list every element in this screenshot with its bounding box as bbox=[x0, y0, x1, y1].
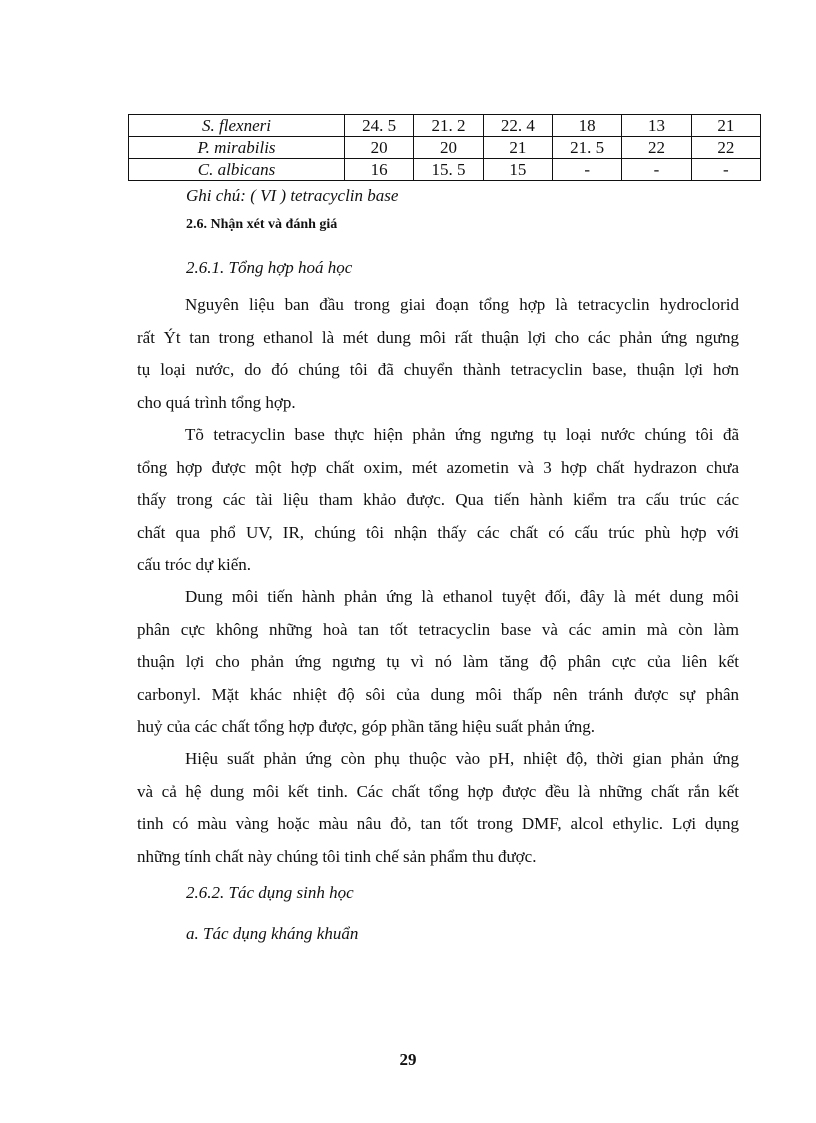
organism-cell: C. albicans bbox=[129, 159, 345, 181]
value-cell: 15. 5 bbox=[414, 159, 483, 181]
paragraph-4 bbox=[137, 743, 739, 873]
value-cell: 15 bbox=[483, 159, 552, 181]
value-cell: 22. 4 bbox=[483, 115, 552, 137]
paragraph-3 bbox=[137, 581, 739, 744]
value-cell: 13 bbox=[622, 115, 691, 137]
section-heading-a: a. Tác dụng kháng khuẩn bbox=[186, 924, 359, 943]
value-cell: 18 bbox=[552, 115, 621, 137]
paragraph-line: phân cực không những hoà tan tốt tetracyclin base và các amin mà còn làm bbox=[137, 619, 739, 639]
paragraph-line: tụ loại nước, do đó chúng tôi đã chuyển thành tetracyclin base, thuận lợi hơn bbox=[137, 360, 739, 379]
page-number: 29 bbox=[399, 1050, 417, 1069]
paragraph-line: Hiệu suất phản ứng còn phụ thuộc vào pH, nhiệt độ, thời gian phản ứng bbox=[185, 749, 739, 768]
table-row bbox=[129, 159, 761, 181]
value-cell: - bbox=[552, 159, 621, 181]
organism-cell: S. flexneri bbox=[129, 115, 345, 137]
paragraph-1 bbox=[137, 289, 739, 419]
paragraph-line: tổng hợp được một hợp chất oxim, mét azometin và 3 hợp chất hydrazon chưa bbox=[137, 457, 739, 477]
paragraph-line: cho quá trình tổng hợp. bbox=[137, 392, 296, 412]
paragraph-line: Tõ tetracyclin base thực hiện phản ứng ngưng tụ loại nước chúng tôi đã bbox=[185, 425, 739, 444]
table-row bbox=[129, 115, 761, 137]
paragraph-line: chất qua phổ UV, IR, chúng tôi nhận thấy các chất có cấu trúc phù hợp với bbox=[137, 522, 739, 542]
value-cell: 20 bbox=[345, 137, 414, 159]
value-cell: 16 bbox=[345, 159, 414, 181]
section-heading-2-6-2: 2.6.2. Tác dụng sinh học bbox=[186, 883, 354, 902]
value-cell: 21. 5 bbox=[552, 137, 621, 159]
table-row bbox=[129, 137, 761, 159]
paragraph-line: thuận lợi cho phản ứng ngưng tụ vì nó làm tăng độ phân cực của liên kết bbox=[137, 652, 739, 671]
value-cell: 20 bbox=[414, 137, 483, 159]
table-note: Ghi chú: ( VI ) tetracyclin base bbox=[186, 186, 399, 205]
paragraph-line: rất Ýt tan trong ethanol là mét dung môi rất thuận lợi cho các phản ứng ngưng bbox=[137, 327, 739, 347]
paragraph-line: thấy trong các tài liệu tham khảo được. Qua tiến hành kiểm tra cấu trúc các bbox=[137, 490, 739, 509]
paragraph-line: carbonyl. Mặt khác nhiệt độ sôi của dung môi thấp nên tránh được sự phân bbox=[137, 684, 739, 704]
value-cell: - bbox=[622, 159, 691, 181]
value-cell: - bbox=[691, 159, 760, 181]
value-cell: 21 bbox=[483, 137, 552, 159]
paragraph-line: huỷ của các chất tổng hợp được, góp phần tăng hiệu suất phản ứng. bbox=[137, 717, 595, 736]
value-cell: 24. 5 bbox=[345, 115, 414, 137]
paragraph-line: những tính chất này chúng tôi tinh chế sản phẩm thu được. bbox=[137, 846, 537, 866]
value-cell: 21 bbox=[691, 115, 760, 137]
value-cell: 22 bbox=[622, 137, 691, 159]
paragraph-line: tinh có màu vàng hoặc màu nâu đỏ, tan tốt trong DMF, alcol ethylic. Lợi dụng bbox=[137, 814, 739, 833]
paragraph-line: và cả hệ dung môi kết tinh. Các chất tổng hợp được đều là những chất rắn kết bbox=[137, 781, 739, 801]
activity-table bbox=[128, 114, 761, 181]
value-cell: 21. 2 bbox=[414, 115, 483, 137]
organism-cell: P. mirabilis bbox=[129, 137, 345, 159]
paragraph-line: cấu tróc dự kiến. bbox=[137, 555, 252, 574]
paragraph-2 bbox=[137, 419, 739, 582]
value-cell: 22 bbox=[691, 137, 760, 159]
paragraph-line: Dung môi tiến hành phản ứng là ethanol tuyệt đối, đây là mét dung môi bbox=[185, 587, 739, 606]
section-heading-2-6: 2.6. Nhận xét và đánh giá bbox=[186, 217, 338, 232]
section-heading-2-6-1: 2.6.1. Tổng hợp hoá học bbox=[186, 258, 353, 277]
paragraph-line: Nguyên liệu ban đầu trong giai đoạn tổng hợp là tetracyclin hydroclorid bbox=[185, 295, 739, 314]
